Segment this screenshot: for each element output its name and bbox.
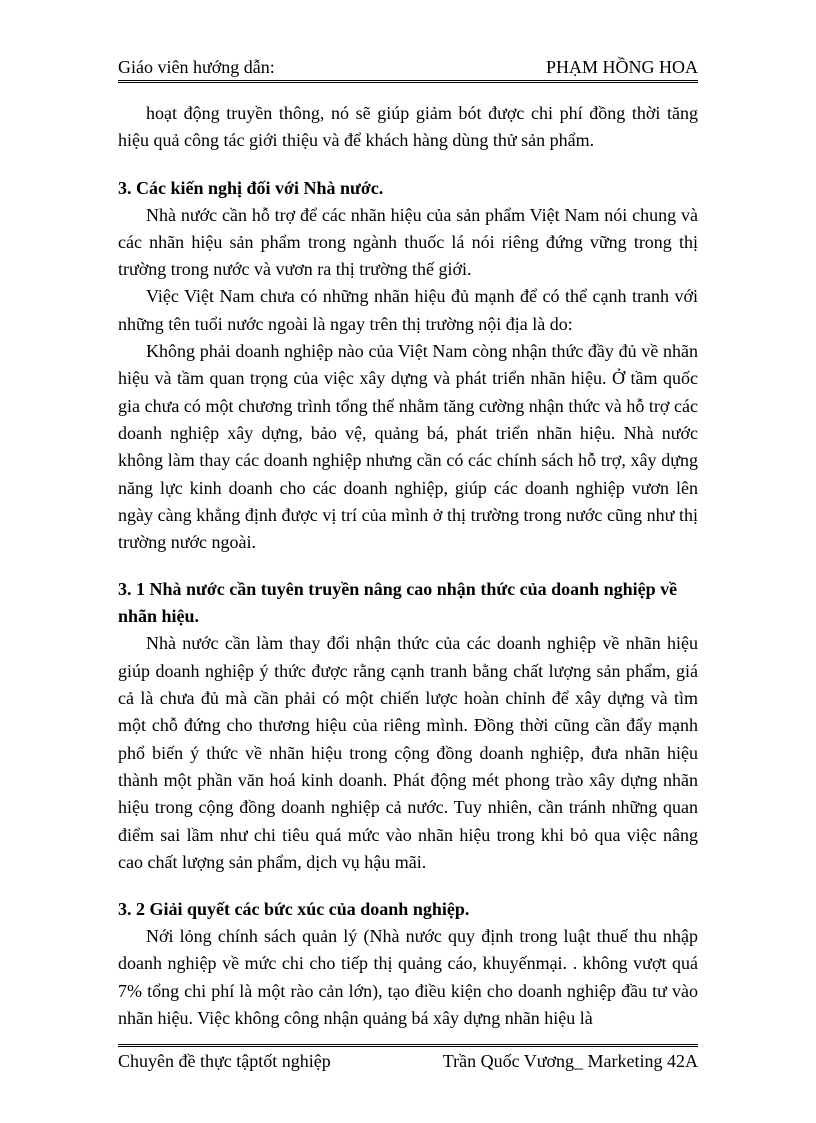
header-rule [118, 80, 698, 83]
section-3-heading: 3. Các kiến nghị đối với Nhà nước. [118, 177, 384, 198]
section-3-paragraph: Việc Việt Nam chưa có những nhãn hiệu đủ mạnh để có thể cạnh tranh với những tên tuổi nước ngoài là ngay trên thị trường nội địa là do: [118, 286, 698, 334]
section-3-1-paragraph: Nhà nước cần làm thay đổi nhận thức của các doanh nghiệp về nhãn hiệu giúp doanh nghiệp ý thức được rằng cạnh tranh bằng chất lượng sản phẩm, giá cả là chưa đủ mà cần phải có một chiến lược hoàn chỉnh để xây dựng và tìm một chỗ đứng cho thương hiệu của riêng mình. Đồng thời cũng cần đẩy mạnh phổ biến ý thức về nhãn hiệu trong cộng đồng doanh nghiệp, đưa nhãn hiệu thành một phần văn hoá kinh doanh. Phát động mét phong trào xây dựng nhãn hiệu trong cộng đồng doanh nghiệp cả nước. Tuy nhiên, cần tránh những quan điểm sai lầm như chi tiêu quá mức vào nhãn hiệu trong khi bỏ qua việc nâng cao chất lượng sản phẩm, dịch vụ hậu mãi. [118, 633, 698, 872]
section-3-paragraph: Không phải doanh nghiệp nào của Việt Nam còng nhận thức đầy đủ về nhãn hiệu và tầm quan trọng của việc xây dựng và phát triển nhãn hiệu. Ở tầm quốc gia chưa có một chương trình tổng thể nhằm tăng cường nhận thức và hỗ trợ các doanh nghiệp xây dựng, bảo vệ, quảng bá, phát triển nhãn hiệu. Nhà nước không làm thay các doanh nghiệp nhưng cần có các chính sách hỗ trợ, xây dựng năng lực kinh doanh cho các doanh nghiệp, giúp các doanh nghiệp vươn lên ngày càng khẳng định được vị trí của mình ở thị trường trong nước cũng như thị trường nước ngoài. [118, 341, 698, 553]
section-3-paragraph: Nhà nước cần hỗ trợ để các nhãn hiệu của sản phẩm Việt Nam nói chung và các nhãn hiệu sản phẩm trong ngành thuốc lá nói riêng đứng vững trong thị trường trong nước và vươn ra thị trường thế giới. [118, 204, 698, 280]
section-3-2-paragraph: Nới lỏng chính sách quản lý (Nhà nước quy định trong luật thuế thu nhập doanh nghiệp về mức chi cho tiếp thị quảng cáo, khuyếnmại. . không vượt quá 7% tổng chi phí là một rào cản lớn), tạo điều kiện cho doanh nghiệp đầu tư vào nhãn hiệu. Việc không công nhận quảng bá xây dựng nhãn hiệu là [118, 926, 698, 1029]
section-3-2-heading: 3. 2 Giải quyết các bức xúc của doanh nghiệp. [118, 899, 470, 920]
intro-paragraph: hoạt động truyền thông, nó sẽ giúp giảm bót được chi phí đồng thời tăng hiệu quả công tác giới thiệu và để khách hàng dùng thử sản phẩm. [118, 103, 698, 151]
header-supervisor-label: Giáo viên hướng dẫn: [118, 57, 275, 77]
document-body [118, 100, 698, 1032]
section-3-1-heading: 3. 1 Nhà nước cần tuyên truyền nâng cao nhận thức của doanh nghiệp về nhãn hiệu. [118, 579, 678, 627]
header-supervisor-name: PHẠM HỒNG HOA [545, 57, 698, 77]
page-header [118, 52, 698, 80]
footer-author: Trần Quốc Vương_ Marketing 42A [442, 1051, 698, 1071]
footer-document-type: Chuyên đề thực tậptốt nghiệp [118, 1051, 331, 1071]
footer-rule [118, 1044, 698, 1047]
page-footer [118, 1048, 698, 1074]
